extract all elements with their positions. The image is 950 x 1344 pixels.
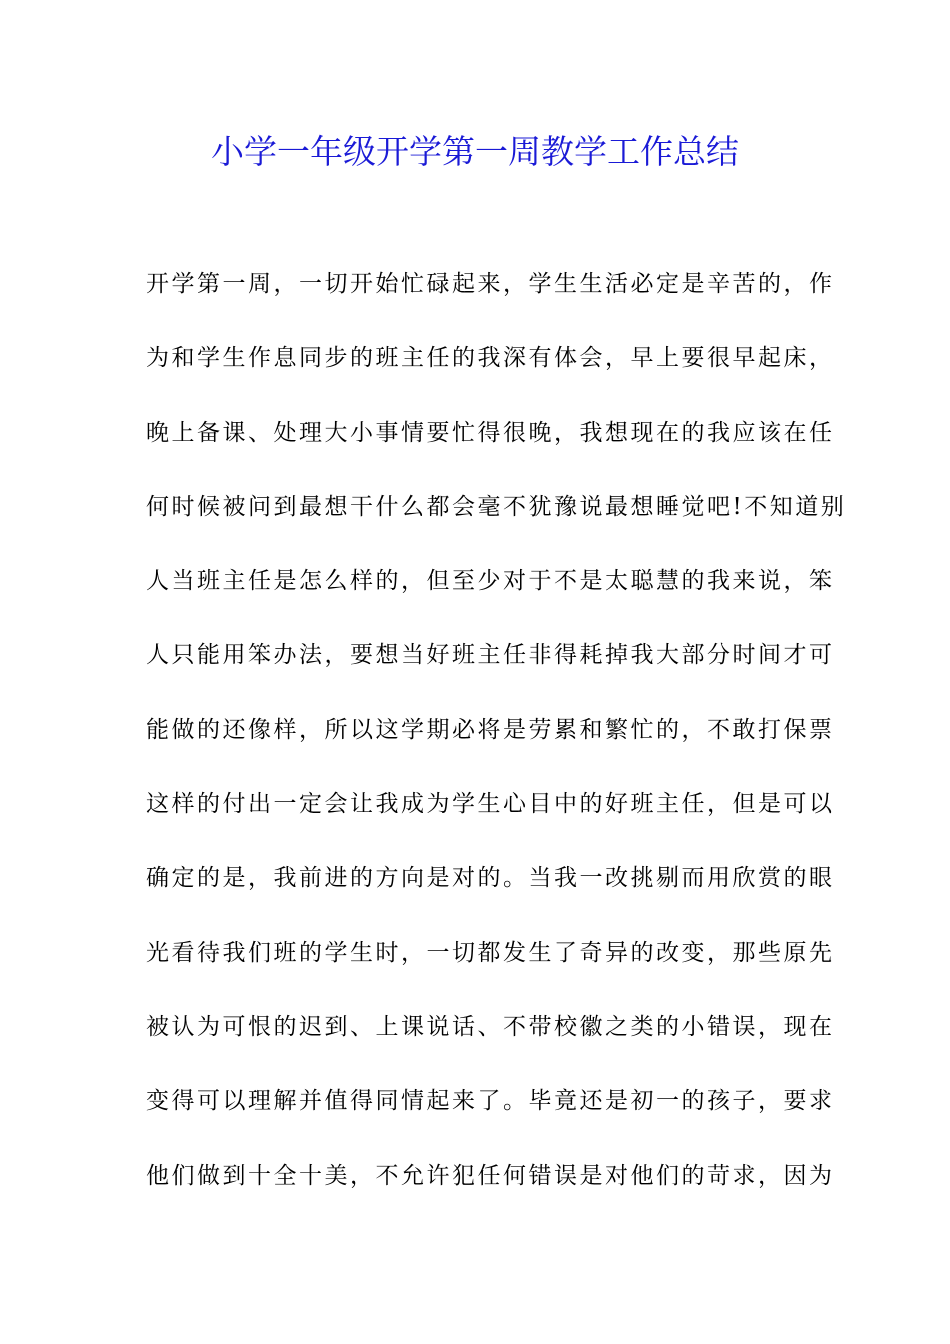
body-line: 他们做到十全十美，不允许犯任何错误是对他们的苛求，因为 bbox=[146, 1162, 835, 1189]
body-line: 开学第一周，一切开始忙碌起来，学生生活必定是辛苦的，作 bbox=[146, 271, 835, 297]
document-title: 小学一年级开学第一周教学工作总结 bbox=[211, 132, 739, 171]
body-line: 变得可以理解并值得同情起来了。毕竟还是初一的孩子，要求 bbox=[146, 1088, 835, 1115]
body-line: 人当班主任是怎么样的，但至少对于不是太聪慧的我来说，笨 bbox=[146, 568, 835, 595]
document-body bbox=[146, 262, 847, 1228]
body-line: 这样的付出一定会让我成为学生心目中的好班主任，但是可以 bbox=[146, 791, 835, 818]
body-line: 光看待我们班的学生时，一切都发生了奇异的改变，那些原先 bbox=[146, 939, 835, 966]
body-line: 能做的还像样，所以这学期必将是劳累和繁忙的，不敢打保票 bbox=[146, 716, 835, 743]
body-line: 被认为可恨的迟到、上课说话、不带校徽之类的小错误，现在 bbox=[146, 1013, 835, 1040]
body-line: 确定的是，我前进的方向是对的。当我一改挑剔而用欣赏的眼 bbox=[146, 865, 835, 892]
body-line: 人只能用笨办法，要想当好班主任非得耗掉我大部分时间才可 bbox=[146, 642, 835, 669]
body-line: 为和学生作息同步的班主任的我深有体会，早上要很早起床， bbox=[146, 345, 835, 372]
body-line: 晚上备课、处理大小事情要忙得很晚，我想现在的我应该在任 bbox=[146, 419, 835, 446]
body-line: 何时候被问到最想干什么都会毫不犹豫说最想睡觉吧!不知道别 bbox=[146, 493, 847, 520]
